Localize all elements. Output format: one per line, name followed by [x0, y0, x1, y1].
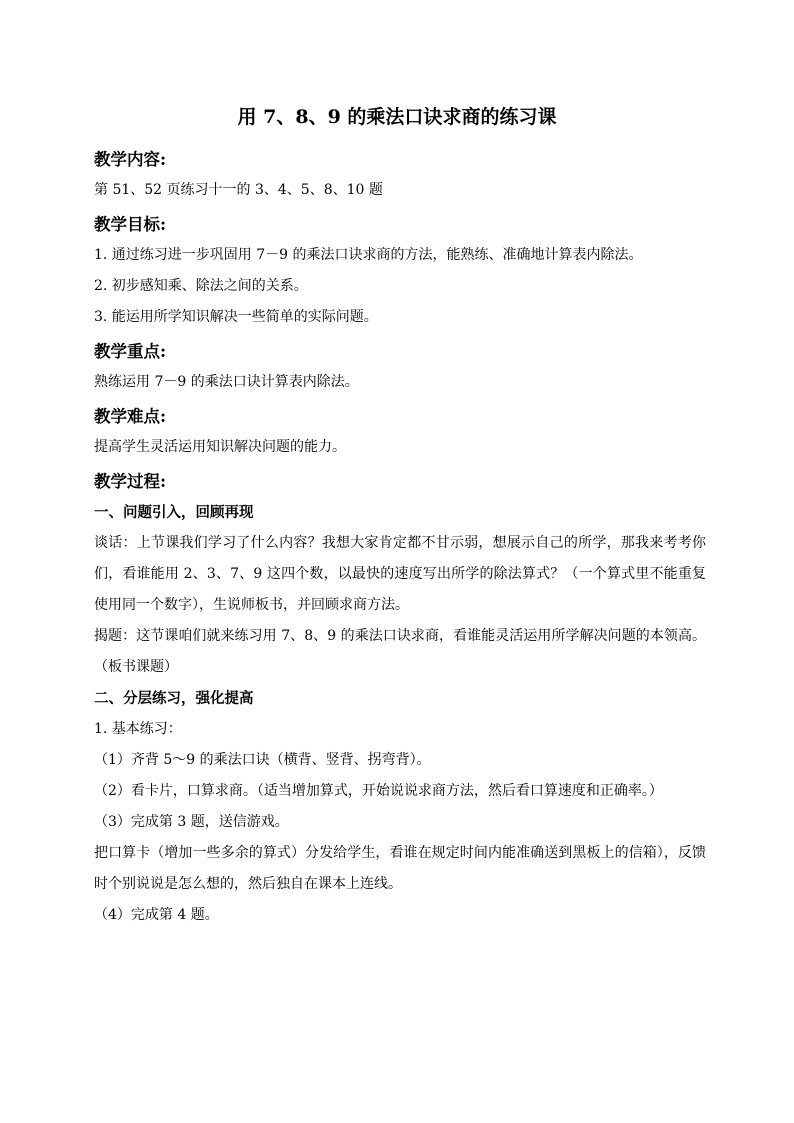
- heading-key-points: 教学重点:: [94, 342, 167, 361]
- part2-heading: 二、分层练习，强化提高: [94, 690, 254, 707]
- heading-teaching-goals: 教学目标:: [94, 215, 167, 234]
- difficulties-text: 提高学生灵活运用知识解决问题的能力。: [94, 439, 346, 455]
- document-body: [94, 144, 706, 931]
- part2-basic-practice: 1. 基本练习：: [94, 721, 182, 737]
- goal-item-1: 1. 通过练习进一步巩固用 7－9 的乘法口诀求商的方法，能熟练、准确地计算表内除法。: [94, 247, 643, 263]
- heading-difficulties: 教学难点:: [94, 407, 167, 426]
- part1-reveal-paragraph: 揭题：这节课咱们就来练习用 7、8、9 的乘法口诀求商，看谁能灵活运用所学解决问题的本领高。（板书课题）: [94, 628, 706, 675]
- part1-talk-paragraph: 谈话：上节课我们学习了什么内容？我想大家肯定都不甘示弱，想展示自己的所学，那我来考考你们，看谁能用 2、3、7、9 这四个数，以最快的速度写出所学的除法算式？（一个算式里不能重复使用同一个数字），生说师板书，并回顾求商方法。: [94, 535, 706, 613]
- heading-teaching-content: 教学内容:: [94, 150, 167, 169]
- goal-item-3: 3. 能运用所学知识解决一些简单的实际问题。: [94, 309, 378, 325]
- key-points-text: 熟练运用 7－9 的乘法口诀计算表内除法。: [94, 374, 359, 390]
- part2-step-3: （3）完成第 3 题，送信游戏。: [94, 814, 289, 830]
- heading-teaching-process: 教学过程:: [94, 472, 167, 491]
- teaching-content-text: 第 51、52 页练习十一的 3、4、5、8、10 题: [94, 182, 383, 198]
- part2-step-1: （1）齐背 5～9 的乘法口诀（横背、竖背、拐弯背）。: [94, 752, 431, 768]
- goal-item-2: 2. 初步感知乘、除法之间的关系。: [94, 278, 308, 294]
- document-title: 用 7、8、9 的乘法口诀求商的练习课: [237, 106, 557, 128]
- part1-heading: 一、问题引入，回顾再现: [94, 504, 254, 521]
- part2-step-2: （2）看卡片，口算求商。（适当增加算式，开始说说求商方法，然后看口算速度和正确率。）: [94, 783, 663, 799]
- part2-step-3-detail: 把口算卡（增加一些多余的算式）分发给学生，看谁在规定时间内能准确送到黑板上的信箱），反馈时个别说说是怎么想的，然后独自在课本上连线。: [94, 845, 706, 892]
- part2-step-4: （4）完成第 4 题。: [94, 907, 219, 923]
